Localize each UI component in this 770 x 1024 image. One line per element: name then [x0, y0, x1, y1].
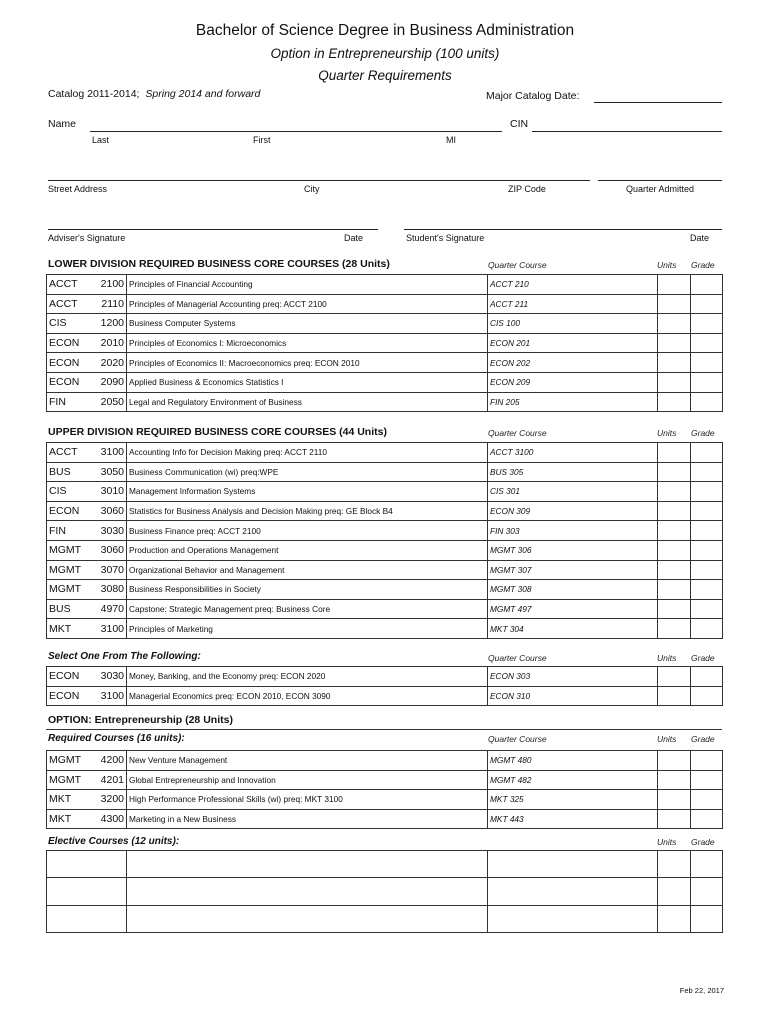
course-title: Business Finance preq: ACCT 2100 — [127, 521, 488, 541]
course-title: Applied Business & Economics Statistics I — [127, 372, 488, 392]
course-title: Business Computer Systems — [127, 314, 488, 334]
course-dept: CIS — [47, 314, 91, 334]
quarter-course: ACCT 210 — [488, 275, 658, 295]
grade-cell[interactable] — [691, 314, 723, 334]
course-title: Organizational Behavior and Management — [127, 560, 488, 580]
course-row — [47, 353, 723, 373]
course-number: 3100 — [91, 619, 127, 639]
units-cell[interactable] — [658, 540, 691, 560]
student-signature-line[interactable] — [404, 229, 722, 230]
course-title: Management Information Systems — [127, 482, 488, 502]
course-number: 3200 — [91, 790, 127, 810]
course-row — [47, 275, 723, 295]
grade-cell[interactable] — [691, 790, 723, 810]
units-cell[interactable] — [658, 353, 691, 373]
course-title: Marketing in a New Business — [127, 809, 488, 829]
course-dept: ACCT — [47, 443, 91, 463]
course-title: Production and Operations Management — [127, 540, 488, 560]
course-number: 4201 — [91, 770, 127, 790]
elective-units-cell[interactable] — [658, 906, 691, 933]
units-cell[interactable] — [658, 333, 691, 353]
course-number: 4300 — [91, 809, 127, 829]
course-dept: MKT — [47, 809, 91, 829]
course-row — [47, 790, 723, 810]
course-row — [47, 686, 723, 706]
quarter-course: MGMT 497 — [488, 599, 658, 619]
student-date-label: Date — [690, 233, 710, 243]
course-row — [47, 392, 723, 412]
elective-row — [47, 878, 723, 906]
elective-course-cell[interactable] — [47, 851, 127, 878]
course-row — [47, 462, 723, 482]
street-label: Street Address — [48, 184, 108, 194]
course-row — [47, 443, 723, 463]
grade-cell[interactable] — [691, 372, 723, 392]
city-label: City — [304, 184, 320, 194]
quarter-course: MGMT 482 — [488, 770, 658, 790]
quarter-course: MKT 304 — [488, 619, 658, 639]
grade-cell[interactable] — [691, 751, 723, 771]
grade-cell[interactable] — [691, 294, 723, 314]
course-row — [47, 501, 723, 521]
units-cell[interactable] — [658, 501, 691, 521]
course-number: 3060 — [91, 501, 127, 521]
elective-units-header: Units — [657, 837, 677, 847]
units-cell[interactable] — [658, 275, 691, 295]
adviser-signature-line[interactable] — [48, 229, 378, 230]
lower-division-heading: LOWER DIVISION REQUIRED BUSINESS CORE COURSES (28 Units) — [48, 258, 390, 270]
quarter-course: MKT 443 — [488, 809, 658, 829]
course-title: Money, Banking, and the Economy preq: ECON 2020 — [127, 667, 488, 687]
course-row — [47, 372, 723, 392]
course-row — [47, 809, 723, 829]
elective-grade-cell[interactable] — [691, 851, 723, 878]
course-dept: MGMT — [47, 770, 91, 790]
course-number: 2010 — [91, 333, 127, 353]
footer-date: Feb 22, 2017 — [679, 986, 724, 995]
catalog-suffix: Spring 2014 and forward — [145, 88, 261, 100]
upper-units-header: Units — [657, 428, 677, 438]
units-cell[interactable] — [658, 686, 691, 706]
lower-units-header: Units — [657, 260, 677, 270]
course-number: 2090 — [91, 372, 127, 392]
elective-title-cell[interactable] — [127, 878, 488, 906]
required-courses-heading: Required Courses (16 units): — [48, 733, 185, 744]
quarter-course: ECON 310 — [488, 686, 658, 706]
course-number: 2020 — [91, 353, 127, 373]
units-cell[interactable] — [658, 751, 691, 771]
quarter-course: ECON 303 — [488, 667, 658, 687]
elective-title-cell[interactable] — [127, 851, 488, 878]
course-dept: ACCT — [47, 294, 91, 314]
course-row — [47, 521, 723, 541]
course-row — [47, 333, 723, 353]
catalog-prefix: Catalog 2011-2014; — [48, 88, 140, 100]
units-cell[interactable] — [658, 790, 691, 810]
course-title: Principles of Economics I: Microeconomics — [127, 333, 488, 353]
course-number: 3050 — [91, 462, 127, 482]
grade-cell[interactable] — [691, 560, 723, 580]
grade-cell[interactable] — [691, 686, 723, 706]
option-heading: OPTION: Entrepreneurship (28 Units) — [48, 714, 233, 726]
grade-cell[interactable] — [691, 809, 723, 829]
quarter-course: CIS 100 — [488, 314, 658, 334]
elective-row — [47, 906, 723, 933]
quarter-course: ACCT 3100 — [488, 443, 658, 463]
course-row — [47, 482, 723, 502]
course-title: Business Communication (wi) preq:WPE — [127, 462, 488, 482]
quarter-course: MGMT 306 — [488, 540, 658, 560]
first-label: First — [253, 135, 271, 145]
grade-cell[interactable] — [691, 580, 723, 600]
grade-cell[interactable] — [691, 540, 723, 560]
grade-cell[interactable] — [691, 501, 723, 521]
units-cell[interactable] — [658, 809, 691, 829]
course-dept: ECON — [47, 372, 91, 392]
quarter-course: MGMT 308 — [488, 580, 658, 600]
course-title: Principles of Marketing — [127, 619, 488, 639]
course-dept: MGMT — [47, 560, 91, 580]
course-number: 2100 — [91, 275, 127, 295]
course-row — [47, 770, 723, 790]
units-cell[interactable] — [658, 314, 691, 334]
name-label: Name — [48, 118, 77, 130]
course-number: 3100 — [91, 686, 127, 706]
grade-cell[interactable] — [691, 392, 723, 412]
grade-cell[interactable] — [691, 462, 723, 482]
elective-qc-cell[interactable] — [488, 851, 658, 878]
units-cell[interactable] — [658, 462, 691, 482]
quarter-course: FIN 303 — [488, 521, 658, 541]
elective-title-cell[interactable] — [127, 906, 488, 933]
quarter-course: BUS 305 — [488, 462, 658, 482]
grade-cell[interactable] — [691, 353, 723, 373]
elective-row — [47, 851, 723, 878]
grade-cell[interactable] — [691, 443, 723, 463]
course-dept: BUS — [47, 599, 91, 619]
course-number: 3070 — [91, 560, 127, 580]
course-dept: MGMT — [47, 751, 91, 771]
course-title: Principles of Economics II: Macroeconomics preq: ECON 2010 — [127, 353, 488, 373]
option-qc-header: Quarter Course — [488, 734, 547, 744]
select-one-table — [46, 666, 723, 706]
grade-cell[interactable] — [691, 599, 723, 619]
cin-label: CIN — [510, 118, 529, 130]
quarter-course: ECON 202 — [488, 353, 658, 373]
course-row — [47, 540, 723, 560]
course-dept: MGMT — [47, 540, 91, 560]
course-dept: CIS — [47, 482, 91, 502]
course-number: 3100 — [91, 443, 127, 463]
course-dept: FIN — [47, 521, 91, 541]
address-line[interactable] — [48, 180, 590, 181]
units-cell[interactable] — [658, 667, 691, 687]
elective-units-cell[interactable] — [658, 851, 691, 878]
course-number: 3030 — [91, 521, 127, 541]
course-dept: ECON — [47, 667, 91, 687]
course-number: 1200 — [91, 314, 127, 334]
course-row — [47, 314, 723, 334]
units-cell[interactable] — [658, 560, 691, 580]
select-one-heading: Select One From The Following: — [48, 651, 201, 662]
grade-cell[interactable] — [691, 521, 723, 541]
quarter-course: ECON 309 — [488, 501, 658, 521]
units-cell[interactable] — [658, 482, 691, 502]
units-cell[interactable] — [658, 580, 691, 600]
units-cell[interactable] — [658, 521, 691, 541]
requirements-subtitle: Quarter Requirements — [318, 68, 452, 83]
units-cell[interactable] — [658, 443, 691, 463]
quarter-course: MKT 325 — [488, 790, 658, 810]
quarter-course: ECON 209 — [488, 372, 658, 392]
course-row — [47, 667, 723, 687]
course-dept: ECON — [47, 686, 91, 706]
units-cell[interactable] — [658, 372, 691, 392]
course-title: New Venture Management — [127, 751, 488, 771]
course-number: 2110 — [91, 294, 127, 314]
quarter-course: ACCT 211 — [488, 294, 658, 314]
course-title: Managerial Economics preq: ECON 2010, ECON 3090 — [127, 686, 488, 706]
zip-label: ZIP Code — [508, 184, 546, 194]
name-line[interactable] — [90, 131, 502, 132]
course-title: Principles of Financial Accounting — [127, 275, 488, 295]
course-dept: BUS — [47, 462, 91, 482]
upper-division-table — [46, 442, 723, 639]
upper-grade-header: Grade — [691, 428, 715, 438]
quarter-admitted-line[interactable] — [598, 180, 722, 181]
course-title: High Performance Professional Skills (wi) preq: MKT 3100 — [127, 790, 488, 810]
course-dept: ECON — [47, 333, 91, 353]
grade-cell[interactable] — [691, 333, 723, 353]
adviser-date-label: Date — [344, 233, 364, 243]
upper-qc-header: Quarter Course — [488, 428, 547, 438]
option-units-header: Units — [657, 734, 677, 744]
course-dept: FIN — [47, 392, 91, 412]
grade-cell[interactable] — [691, 770, 723, 790]
course-row — [47, 294, 723, 314]
elective-grade-cell[interactable] — [691, 878, 723, 906]
course-title: Legal and Regulatory Environment of Business — [127, 392, 488, 412]
grade-cell[interactable] — [691, 619, 723, 639]
units-cell[interactable] — [658, 770, 691, 790]
quarter-course: MGMT 480 — [488, 751, 658, 771]
option-grade-header: Grade — [691, 734, 715, 744]
course-dept: MKT — [47, 790, 91, 810]
option-subtitle: Option in Entrepreneurship (100 units) — [270, 46, 500, 61]
course-number: 2050 — [91, 392, 127, 412]
course-number: 3030 — [91, 667, 127, 687]
option-box-top — [46, 729, 722, 730]
units-cell[interactable] — [658, 599, 691, 619]
elective-course-cell[interactable] — [47, 878, 127, 906]
elective-table — [46, 850, 723, 933]
course-row — [47, 599, 723, 619]
course-dept: ECON — [47, 501, 91, 521]
elective-units-cell[interactable] — [658, 878, 691, 906]
page-title: Bachelor of Science Degree in Business Administration — [195, 22, 575, 39]
course-title: Business Responsibilities in Society — [127, 580, 488, 600]
catalog-line — [48, 88, 260, 100]
course-dept: ECON — [47, 353, 91, 373]
course-row — [47, 560, 723, 580]
quarter-course: MGMT 307 — [488, 560, 658, 580]
elective-qc-cell[interactable] — [488, 906, 658, 933]
select-grade-header: Grade — [691, 653, 715, 663]
course-dept: ACCT — [47, 275, 91, 295]
course-title: Principles of Managerial Accounting preq: ACCT 2100 — [127, 294, 488, 314]
course-title: Capstone: Strategic Management preq: Business Core — [127, 599, 488, 619]
cin-line[interactable] — [532, 131, 722, 132]
course-number: 3060 — [91, 540, 127, 560]
grade-cell[interactable] — [691, 482, 723, 502]
course-row — [47, 751, 723, 771]
course-row — [47, 619, 723, 639]
major-catalog-date-label: Major Catalog Date: — [486, 90, 580, 102]
course-number: 4200 — [91, 751, 127, 771]
elective-grade-cell[interactable] — [691, 906, 723, 933]
units-cell[interactable] — [658, 294, 691, 314]
course-number: 3080 — [91, 580, 127, 600]
quarter-course: ECON 201 — [488, 333, 658, 353]
quarter-admitted-label: Quarter Admitted — [626, 184, 695, 194]
course-row — [47, 580, 723, 600]
units-cell[interactable] — [658, 619, 691, 639]
course-title: Global Entrepreneurship and Innovation — [127, 770, 488, 790]
course-dept: MGMT — [47, 580, 91, 600]
units-cell[interactable] — [658, 392, 691, 412]
mi-label: MI — [446, 135, 456, 145]
select-qc-header: Quarter Course — [488, 653, 547, 663]
last-label: Last — [92, 135, 110, 145]
course-title: Statistics for Business Analysis and Decision Making preq: GE Block B4 — [127, 501, 488, 521]
lower-division-table — [46, 274, 723, 412]
select-units-header: Units — [657, 653, 677, 663]
course-title: Accounting Info for Decision Making preq: ACCT 2110 — [127, 443, 488, 463]
course-number: 3010 — [91, 482, 127, 502]
grade-cell[interactable] — [691, 667, 723, 687]
elective-grade-header: Grade — [691, 837, 715, 847]
upper-division-heading: UPPER DIVISION REQUIRED BUSINESS CORE COURSES (44 Units) — [48, 426, 387, 438]
course-dept: MKT — [47, 619, 91, 639]
elective-courses-heading: Elective Courses (12 units): — [48, 836, 180, 847]
elective-qc-cell[interactable] — [488, 878, 658, 906]
option-required-table — [46, 750, 723, 829]
student-signature-label: Student's Signature — [406, 233, 485, 243]
elective-course-cell[interactable] — [47, 906, 127, 933]
major-catalog-date-line[interactable] — [594, 102, 722, 103]
quarter-course: CIS 301 — [488, 482, 658, 502]
lower-grade-header: Grade — [691, 260, 715, 270]
lower-qc-header: Quarter Course — [488, 260, 547, 270]
adviser-signature-label: Adviser's Signature — [48, 233, 126, 243]
course-number: 4970 — [91, 599, 127, 619]
quarter-course: FIN 205 — [488, 392, 658, 412]
grade-cell[interactable] — [691, 275, 723, 295]
